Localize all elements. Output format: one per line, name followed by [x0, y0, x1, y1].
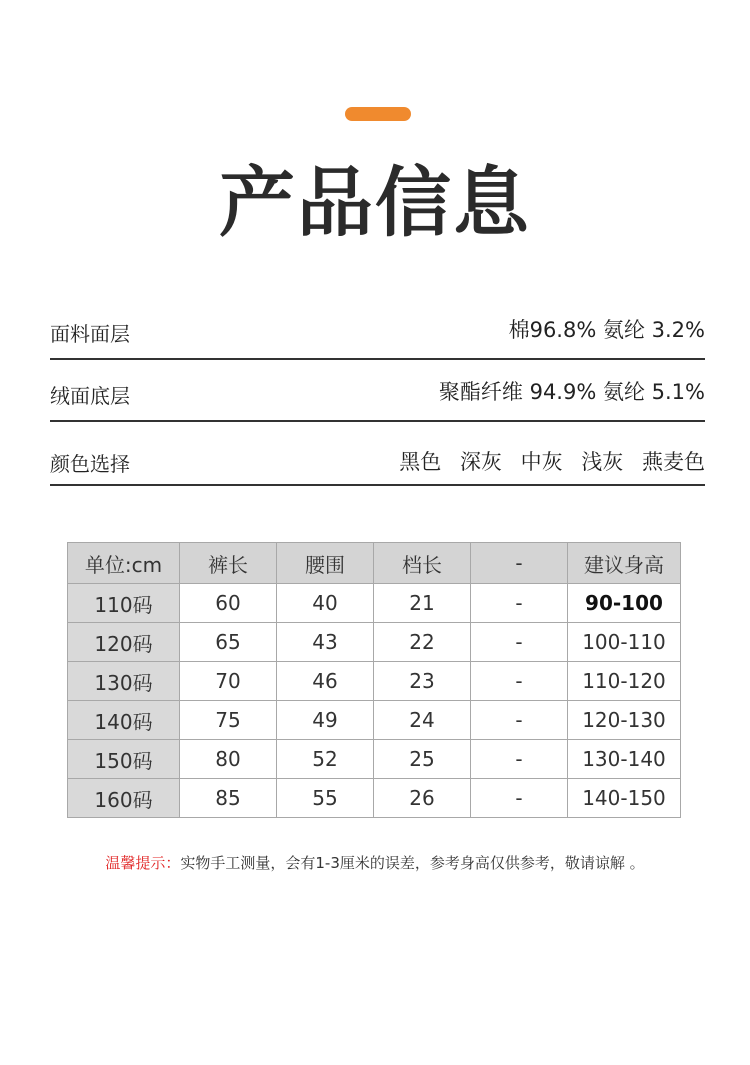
table-row [68, 779, 681, 818]
color-row [50, 422, 705, 486]
size-cell: 130码 [68, 662, 180, 701]
header-height: 建议身高 [568, 543, 681, 584]
accent-bar [345, 107, 411, 121]
table-row [68, 740, 681, 779]
color-option: 黑色 [399, 450, 442, 474]
table-cell: 24 [374, 701, 471, 740]
table-cell: - [471, 584, 568, 623]
table-cell: 22 [374, 623, 471, 662]
notice-label: 温馨提示： [105, 854, 181, 872]
table-header-row [68, 543, 681, 584]
fleece-label: 绒面底层 [50, 384, 130, 408]
table-cell: 65 [180, 623, 277, 662]
color-label: 颜色选择 [50, 452, 130, 476]
table-cell: 130-140 [568, 740, 681, 779]
size-cell: 120码 [68, 623, 180, 662]
table-cell: 46 [277, 662, 374, 701]
table-cell: - [471, 701, 568, 740]
table-cell: - [471, 662, 568, 701]
header-crotch: 档长 [374, 543, 471, 584]
table-cell: 52 [277, 740, 374, 779]
table-cell: 120-130 [568, 701, 681, 740]
table-cell: - [471, 623, 568, 662]
table-row [68, 662, 681, 701]
table-cell: 23 [374, 662, 471, 701]
table-row [68, 623, 681, 662]
fabric-row [50, 300, 705, 360]
size-cell: 150码 [68, 740, 180, 779]
table-cell: 75 [180, 701, 277, 740]
color-option: 深灰 [459, 450, 502, 474]
table-cell: 55 [277, 779, 374, 818]
table-cell: 60 [180, 584, 277, 623]
table-cell: - [471, 779, 568, 818]
color-option: 浅灰 [581, 450, 624, 474]
color-option: 中灰 [520, 450, 563, 474]
header-unit: 单位:cm [68, 543, 180, 584]
table-cell: 70 [180, 662, 277, 701]
table-cell: 26 [374, 779, 471, 818]
table-row [68, 701, 681, 740]
fleece-value: 聚酯纤维 94.9% 氨纶 5.1% [438, 380, 705, 404]
table-cell: 80 [180, 740, 277, 779]
table-cell: 21 [374, 584, 471, 623]
table-row [68, 584, 681, 623]
table-cell: 43 [277, 623, 374, 662]
table-cell: - [471, 740, 568, 779]
table-cell: 49 [277, 701, 374, 740]
page-title: 产品信息 [219, 158, 531, 247]
fleece-row [50, 360, 705, 422]
header-waist: 腰围 [277, 543, 374, 584]
header-length: 裤长 [180, 543, 277, 584]
size-cell: 140码 [68, 701, 180, 740]
fabric-value: 棉96.8% 氨纶 3.2% [508, 318, 705, 342]
header-blank: - [471, 543, 568, 584]
size-cell: 110码 [68, 584, 180, 623]
notice-text: 实物手工测量，会有1-3厘米的误差，参考身高仅供参考，敬请谅解 。 [180, 854, 645, 872]
fabric-label: 面料面层 [50, 322, 130, 346]
color-options [387, 446, 705, 476]
table-cell: 110-120 [568, 662, 681, 701]
table-cell: 40 [277, 584, 374, 623]
size-table [67, 542, 681, 818]
table-cell: 100-110 [568, 623, 681, 662]
table-cell: 140-150 [568, 779, 681, 818]
table-cell: 90-100 [568, 584, 681, 623]
table-cell: 85 [180, 779, 277, 818]
size-cell: 160码 [68, 779, 180, 818]
notice [0, 852, 750, 873]
color-option: 燕麦色 [642, 450, 705, 474]
table-cell: 25 [374, 740, 471, 779]
